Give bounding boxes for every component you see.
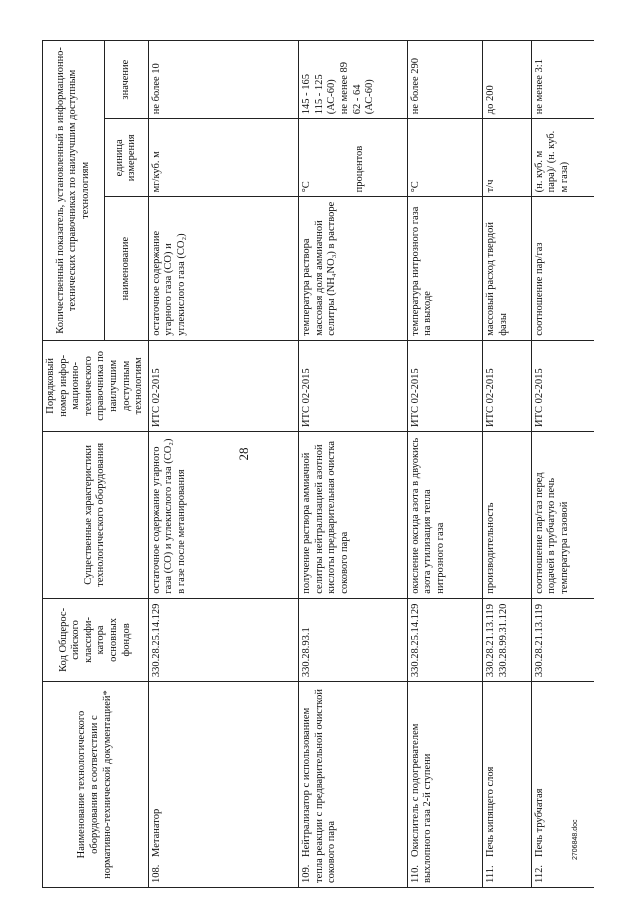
- cell-equipment: [408, 682, 483, 888]
- equipment-table: [42, 40, 594, 888]
- cell-value: [149, 41, 299, 119]
- cell-value: [483, 41, 531, 119]
- indicator-line: массовый расход твердой фазы: [485, 222, 509, 336]
- unit-line: °C: [301, 181, 313, 193]
- row-number: 111.: [485, 865, 497, 883]
- value-line: не более 10: [150, 63, 162, 115]
- cell-value: [299, 41, 407, 119]
- table-row: [299, 41, 407, 888]
- cell-unit: [149, 119, 299, 197]
- value-line: (АС-60): [364, 79, 376, 115]
- cell-its-number: ИТС 02-2015: [408, 340, 483, 431]
- value-line: 115 - 125: [313, 74, 325, 115]
- cell-characteristics: получение раствора аммиачной селитры нейтрализацией азотной кислоты предварительная очистка сокового пара: [299, 431, 407, 598]
- cell-equipment: [149, 682, 299, 888]
- header-indicator-group: Количественный показатель, установленный в информационно-технических справочниках по наилучшим доступным технологиям: [43, 41, 105, 341]
- unit-line: т/ч: [485, 179, 497, 193]
- code-line: 330.28.21.13.119: [485, 604, 497, 678]
- cell-unit: [532, 119, 594, 197]
- cell-code: [408, 598, 483, 681]
- header-value: значение: [105, 41, 149, 119]
- header-equipment: Наименование технологического оборудования в соответствии с нормативно-технической документацией*: [43, 682, 149, 888]
- code-line: 330.28.93.1: [301, 627, 313, 678]
- cell-indicator-name: [299, 197, 407, 340]
- code-line: 330.28.21.13.119: [533, 604, 545, 678]
- row-number: 110.: [409, 865, 421, 883]
- cell-unit: [299, 119, 407, 197]
- table-header: [43, 41, 149, 888]
- code-line: 330.28.99.31.120: [497, 603, 509, 678]
- cell-its-number: ИТС 02-2015: [149, 340, 299, 431]
- cell-unit: [483, 119, 531, 197]
- equipment-name: Печь трубчатая: [533, 788, 545, 857]
- cell-value: [532, 41, 594, 119]
- cell-code: [299, 598, 407, 681]
- cell-its-number: ИТС 02-2015: [299, 340, 407, 431]
- value-line: 62 - 64: [351, 84, 363, 115]
- value-line: 145 - 165: [301, 74, 313, 115]
- cell-indicator-name: [483, 197, 531, 340]
- rotated-table-container: [42, 40, 610, 888]
- indicator-line: соотношение пар/газ: [533, 242, 545, 336]
- document-code: 2706848.doc: [572, 819, 579, 860]
- cell-equipment: [483, 682, 531, 888]
- unit-line: °C: [409, 181, 421, 193]
- header-unit: единица измерения: [105, 119, 149, 197]
- cell-its-number: ИТС 02-2015: [532, 340, 594, 431]
- cell-equipment: [299, 682, 407, 888]
- cell-characteristics: остаточное содержание угарного газа (CO) и углекислого газа (CO₂) в газе после метанирования: [149, 431, 299, 598]
- code-line: 330.28.25.14.129: [409, 603, 421, 678]
- cell-unit: [408, 119, 483, 197]
- cell-code: [483, 598, 531, 681]
- value-line: (АС-60): [326, 79, 338, 115]
- cell-characteristics: окисление оксида азота в двуокись азота утилизация тепла нитрозного газа: [408, 431, 483, 598]
- value-line: до 200: [485, 85, 497, 115]
- value-line: не менее 89: [339, 61, 351, 115]
- equipment-name: Нейтрализатор с использованием тепла реакции с предварительной очисткой сокового пара: [301, 689, 338, 883]
- cell-code: [532, 598, 594, 681]
- cell-indicator-name: [149, 197, 299, 340]
- table-row: [483, 41, 531, 888]
- row-number: 109.: [301, 864, 313, 883]
- cell-characteristics: соотношение пар/газ перед подачей в трубчатую печь температура газовой: [532, 431, 594, 598]
- table-row: [532, 41, 594, 888]
- value-line: не менее 3:1: [533, 59, 545, 115]
- header-indicator-name: наименование: [105, 197, 149, 340]
- cell-equipment: [532, 682, 594, 888]
- equipment-name: Печь кипящего слоя: [485, 766, 497, 857]
- cell-characteristics: производительность: [483, 431, 531, 598]
- value-line: не более 290: [409, 57, 421, 115]
- header-characteristics: Существенные характеристики технологического оборудования: [43, 431, 149, 598]
- row-number: 108.: [150, 864, 162, 883]
- cell-value: [408, 41, 483, 119]
- cell-indicator-name: [408, 197, 483, 340]
- unit-line: процентов: [353, 145, 365, 193]
- cell-code: [149, 598, 299, 681]
- cell-its-number: ИТС 02-2015: [483, 340, 531, 431]
- equipment-name: Окислитель с подогревателем выхлопного газа 2-й ступени: [409, 723, 434, 883]
- indicator-line: температура раствора: [301, 238, 313, 336]
- code-line: 330.28.25.14.129: [150, 603, 162, 678]
- row-number: 112.: [533, 865, 545, 883]
- indicator-line: остаточное содержание угарного газа (CO) и углекислого газа (CO₂): [150, 230, 187, 336]
- cell-indicator-name: [532, 197, 594, 340]
- indicator-line: массовая доля аммиачной селитры (NH₄NO₃) в растворе: [313, 201, 338, 336]
- table-row: [408, 41, 483, 888]
- unit-line: (н. куб. м пара)/ (н. куб. м газа): [533, 130, 570, 193]
- page-number: 28: [236, 447, 251, 461]
- equipment-name: Метанатор: [150, 808, 162, 857]
- table-body: [148, 41, 594, 888]
- header-its-number: Порядковый номер инфор-мационно-технического справочника по наилучшим доступным технологиям: [43, 340, 149, 431]
- header-code: Код Общерос-сийского классифи-катора основных фондов: [43, 598, 149, 681]
- indicator-line: температура нитрозного газа на выходе: [409, 206, 434, 336]
- table-row: [149, 41, 299, 888]
- unit-line: мг/куб. м: [150, 151, 162, 193]
